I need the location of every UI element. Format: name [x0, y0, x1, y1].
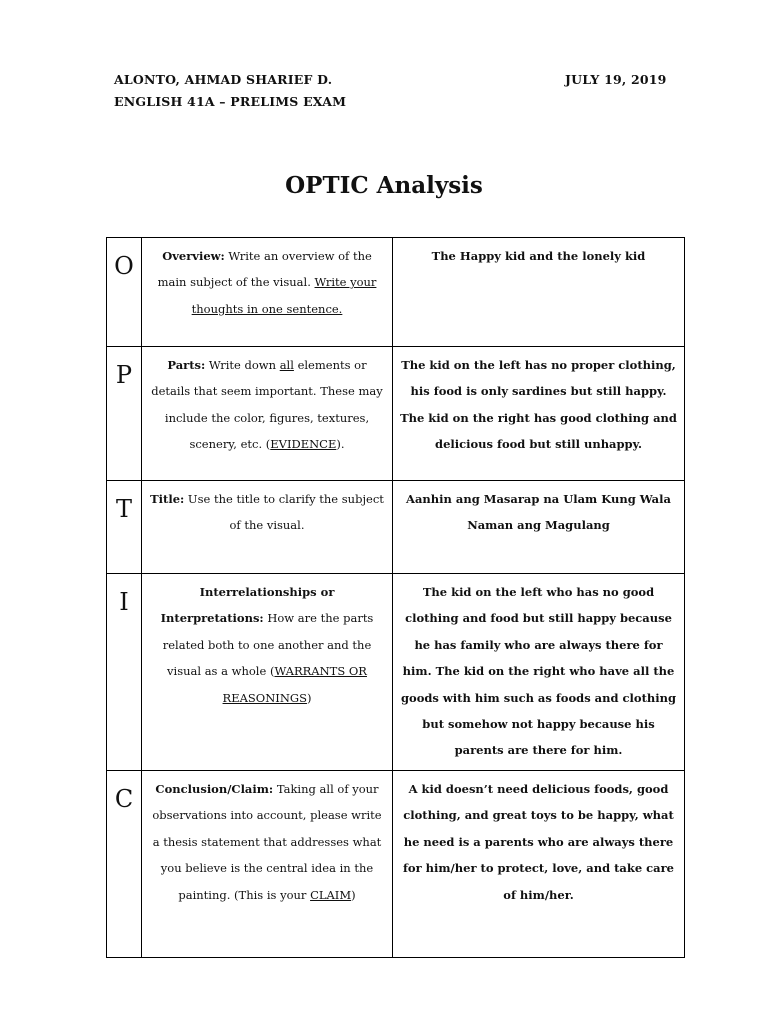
- prompt-text: ): [351, 887, 356, 902]
- row-letter: I: [107, 574, 142, 771]
- table-row-title: [107, 481, 685, 574]
- table-row-parts: [107, 347, 685, 481]
- prompt-underlined: all: [279, 358, 294, 372]
- row-prompt: [142, 481, 393, 574]
- prompt-text: elements or details that seem important. These may include the color, figures, textures, scenery, etc. (: [151, 358, 383, 452]
- prompt-underlined: CLAIM: [310, 887, 352, 902]
- prompt-heading: Conclusion/Claim:: [155, 782, 274, 796]
- table-row-interpretations: [107, 574, 685, 771]
- row-letter: P: [107, 347, 142, 481]
- table-row-overview: [107, 238, 685, 347]
- prompt-heading: Title:: [150, 492, 185, 506]
- prompt-text: Use the title to clarify the subject of the visual.: [184, 492, 384, 533]
- prompt-text: Write down: [205, 358, 280, 372]
- row-letter: T: [107, 481, 142, 574]
- row-answer: A kid doesn’t need delicious foods, good clothing, and great toys to be happy, what he need is a parents who are always there for him/her to protect, love, and take care of him/her.: [393, 771, 685, 958]
- prompt-heading: Parts:: [167, 358, 206, 372]
- prompt-text: Write an overview of the main subject of the visual.: [157, 249, 372, 290]
- exam-date: JULY 19, 2019: [565, 72, 667, 87]
- row-answer: Aanhin ang Masarap na Ulam Kung Wala Naman ang Magulang: [393, 481, 685, 574]
- prompt-text: How are the parts related both to one another and the visual as a whole (: [162, 611, 374, 679]
- row-answer: The kid on the left has no proper clothing, his food is only sardines but still happy. The kid on the right has good clothing and delicious food but still unhappy.: [393, 347, 685, 481]
- row-letter: C: [107, 771, 142, 958]
- prompt-text: ).: [336, 437, 345, 452]
- author-name: ALONTO, AHMAD SHARIEF D.: [114, 72, 333, 87]
- prompt-underlined: Write your thoughts in one sentence.: [191, 275, 377, 316]
- row-letter: O: [107, 238, 142, 347]
- prompt-text: ): [306, 690, 312, 705]
- table-row-conclusion: [107, 771, 685, 958]
- optic-table: [106, 237, 685, 958]
- prompt-underlined: EVIDENCE: [270, 437, 337, 452]
- prompt-heading: Interrelationships or Interpretations:: [160, 585, 335, 626]
- document-title: OPTIC Analysis: [285, 172, 483, 199]
- row-prompt: [142, 238, 393, 347]
- row-prompt: [142, 771, 393, 958]
- prompt-heading: Overview:: [162, 249, 225, 263]
- row-answer: The Happy kid and the lonely kid: [393, 238, 685, 347]
- course-exam: ENGLISH 41A – PRELIMS EXAM: [114, 94, 347, 109]
- row-prompt: [142, 574, 393, 771]
- prompt-underlined: WARRANTS OR REASONINGS: [222, 664, 367, 705]
- prompt-text: Taking all of your observations into account, please write a thesis statement that addresses what you believe is the central idea in the painting. (This is your: [152, 782, 382, 902]
- row-answer: The kid on the left who has no good clothing and food but still happy because he has family who are always there for him. The kid on the right who have all the goods with him such as foods and clothing but somehow not happy because his parents are there for him.: [393, 574, 685, 771]
- row-prompt: [142, 347, 393, 481]
